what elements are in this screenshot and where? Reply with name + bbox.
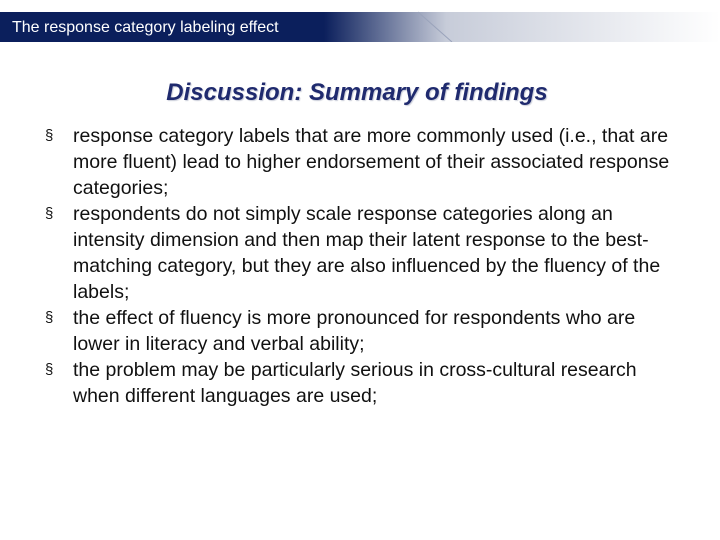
bullet-item xyxy=(45,357,685,409)
bullet-text: the problem may be particularly serious in cross-cultural research when different languages are used; xyxy=(73,359,637,407)
bullet-list xyxy=(45,123,685,409)
bullet-text: response category labels that are more commonly used (i.e., that are more fluent) lead to higher endorsement of their associated response categories; xyxy=(73,125,670,199)
bullet-marker-icon: § xyxy=(45,361,54,378)
bullet-item xyxy=(45,305,685,357)
bullet-item xyxy=(45,201,685,305)
header-band xyxy=(0,0,720,42)
bullet-text: respondents do not simply scale response categories along an intensity dimension and then map their latent response to the best-matching category, but they are also influenced by the fluency of the labels; xyxy=(73,203,661,303)
bullet-marker-icon: § xyxy=(45,309,54,326)
bullet-marker-icon: § xyxy=(45,127,54,144)
bullet-marker-icon: § xyxy=(45,205,54,222)
slide-title: Discussion: Summary of findings xyxy=(166,79,548,106)
header-title: The response category labeling effect xyxy=(12,19,279,36)
bullet-item xyxy=(45,123,685,201)
bullet-text: the effect of fluency is more pronounced for respondents who are lower in literacy and verbal ability; xyxy=(73,307,636,355)
